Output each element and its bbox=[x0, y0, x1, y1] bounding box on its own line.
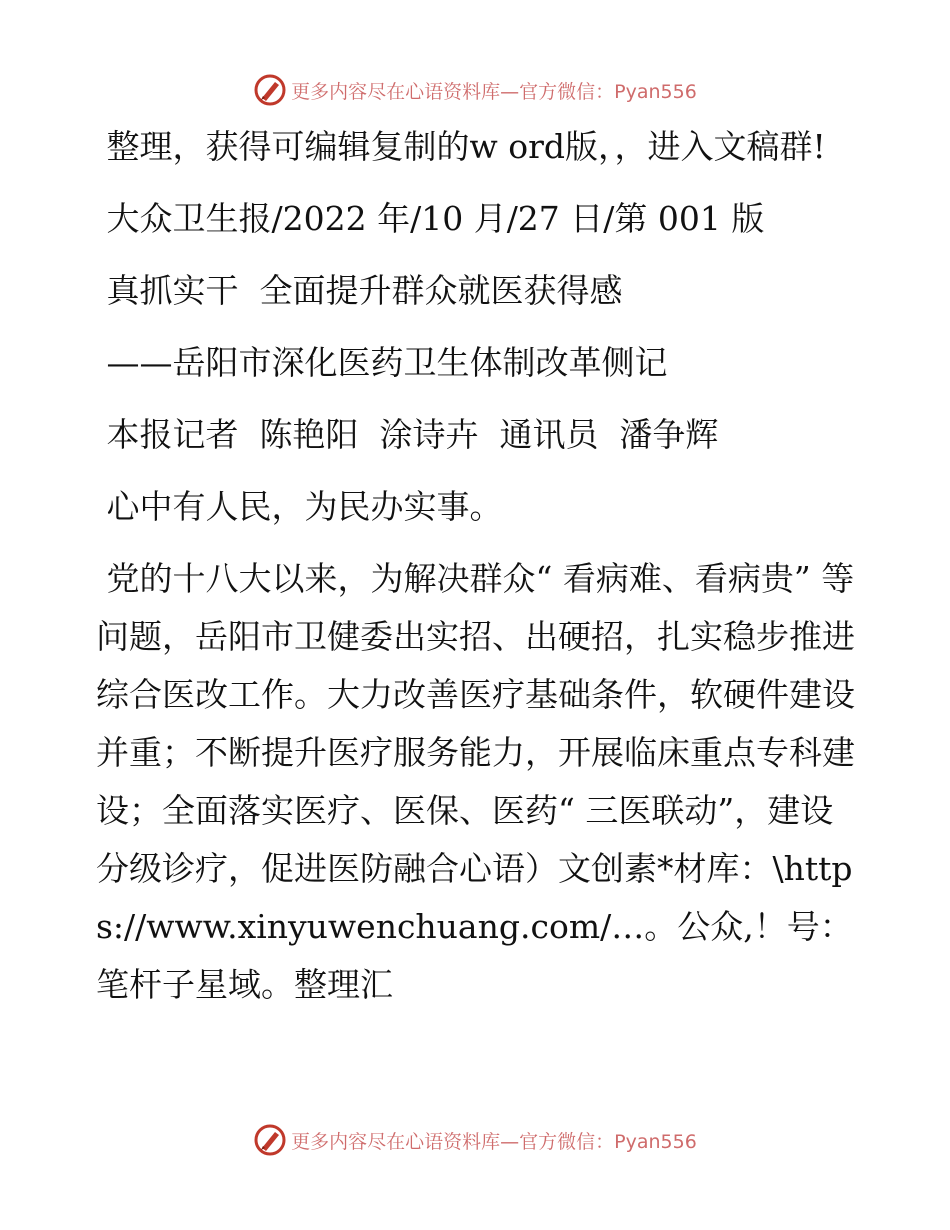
document-body bbox=[96, 118, 856, 1014]
byline: 本报记者 陈艳阳 涂诗卉 通讯员 潘争辉 bbox=[96, 415, 719, 454]
pen-logo-icon bbox=[253, 1123, 287, 1157]
article-title: 真抓实干 全面提升群众就医获得感 bbox=[96, 271, 623, 310]
intro-line: 整理，获得可编辑复制的w ord版，，进入文稿群! bbox=[96, 127, 826, 166]
footer-banner bbox=[0, 1120, 950, 1160]
banner-text: 更多内容尽在心语资料库—官方微信：Pyan556 bbox=[291, 80, 697, 103]
body-paragraph: 党的十八大以来，为解决群众“ 看病难、看病贵” 等问题，岳阳市卫健委出实招、出硬招，扎实稳步推进综合医改工作。大力改善医疗基础条件，软硬件建设并重；不断提升医疗服务能力，开展临床重点专科建设；全面落实医疗、医保、医药“ 三医联动”，建设分级诊疗，促进医防融合心语）文创素*材库：\https://www.xinyuwenchuang.com/…。公众,！号：笔杆子星域。整理汇 bbox=[96, 559, 855, 1004]
source-line: 大众卫生报/2022 年/10 月/27 日/第 001 版 bbox=[96, 199, 765, 238]
article-subtitle: ——岳阳市深化医药卫生体制改革侧记 bbox=[96, 343, 668, 382]
header-banner bbox=[0, 70, 950, 110]
pen-logo-icon bbox=[253, 73, 287, 107]
lead-paragraph: 心中有人民，为民办实事。 bbox=[96, 487, 503, 526]
banner-text: 更多内容尽在心语资料库—官方微信：Pyan556 bbox=[291, 1130, 697, 1153]
